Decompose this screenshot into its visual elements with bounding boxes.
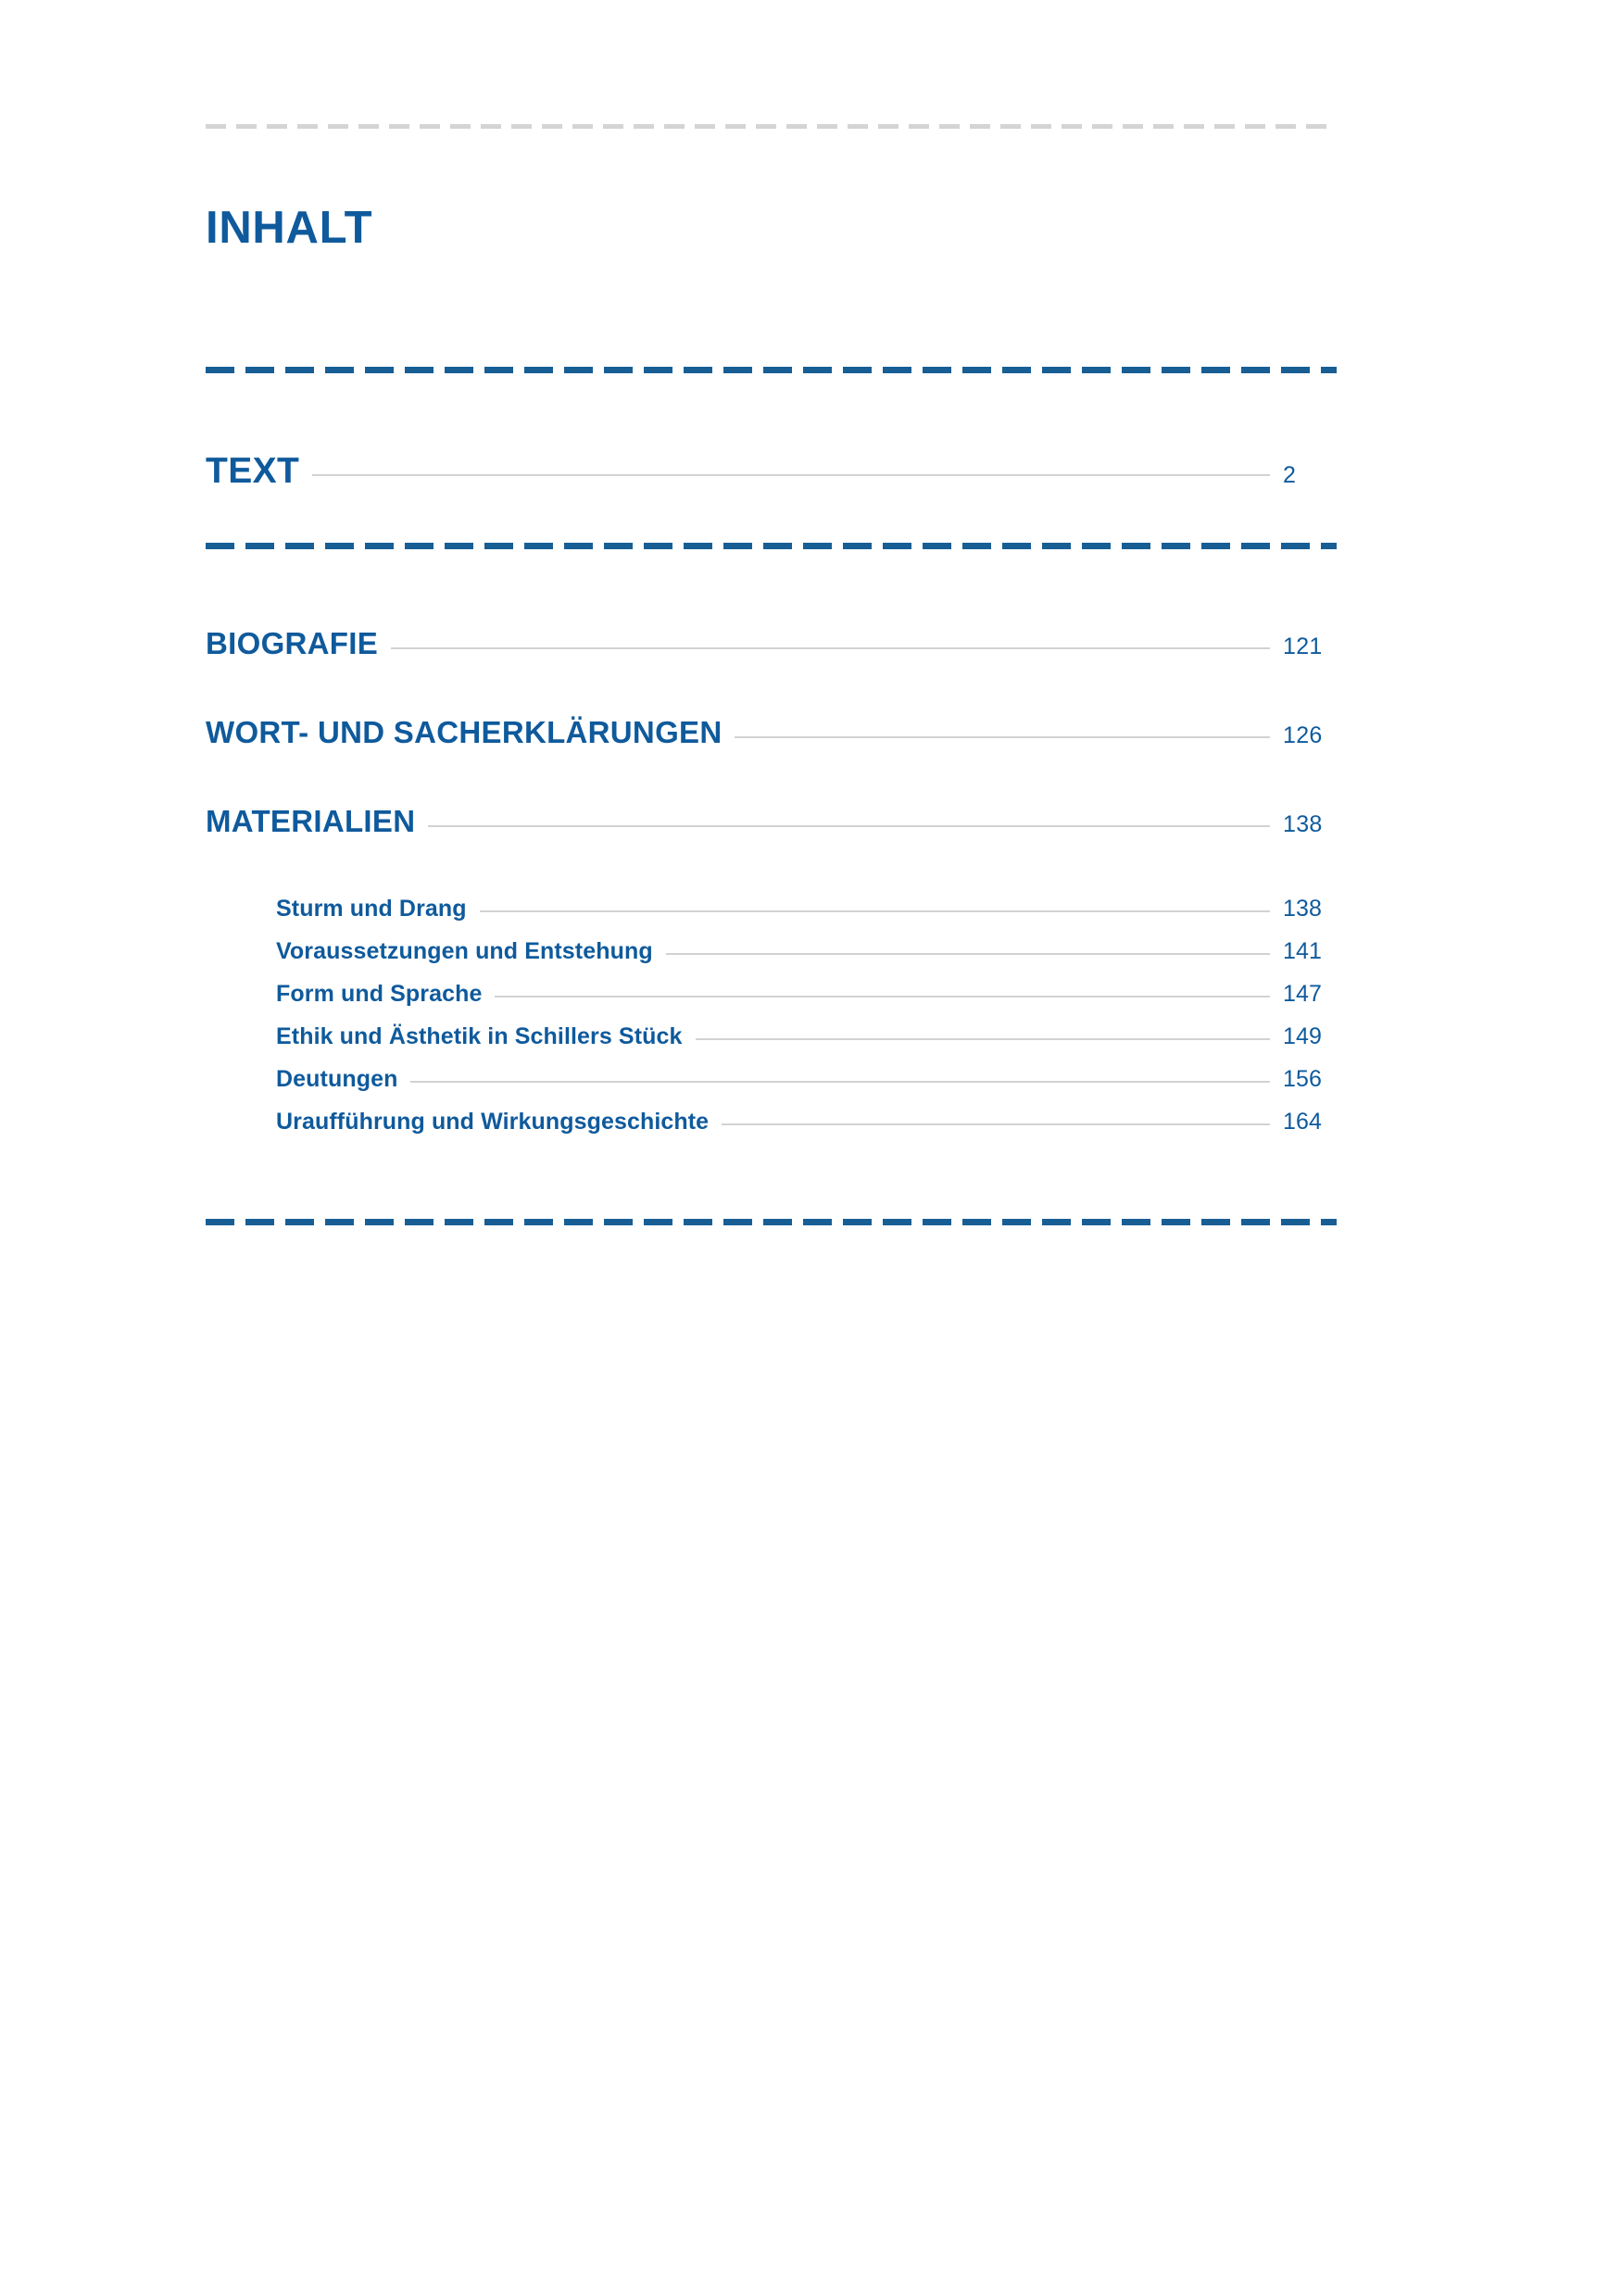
toc-leader-line — [722, 1123, 1270, 1125]
dashed-rule-under-text — [206, 543, 1337, 549]
toc-label-form-und-sprache: Form und Sprache — [276, 981, 483, 1007]
toc-page-voraussetzungen-und-entstehung: 141 — [1283, 938, 1323, 964]
toc-label-text: TEXT — [206, 451, 300, 491]
toc-row-text[interactable] — [206, 451, 1337, 492]
toc-row-ethik-und-aesthetik[interactable] — [276, 1023, 1337, 1050]
toc-label-biografie: BIOGRAFIE — [206, 626, 379, 660]
toc-row-biografie[interactable] — [206, 626, 1337, 661]
toc-leader-line — [428, 825, 1270, 827]
dashed-rule-top — [206, 124, 1337, 129]
dashed-rule-under-title — [206, 367, 1337, 373]
toc-row-urauffuehrung-und-wirkungsgeschichte[interactable] — [276, 1109, 1337, 1135]
toc-row-materialien[interactable] — [206, 804, 1337, 839]
toc-leader-line — [410, 1081, 1270, 1083]
toc-leader-line — [696, 1038, 1270, 1040]
toc-label-urauffuehrung-und-wirkungsgeschichte: Uraufführung und Wirkungsgeschichte — [276, 1109, 710, 1135]
toc-label-materialien: MATERIALIEN — [206, 804, 416, 838]
toc-page-deutungen: 156 — [1283, 1066, 1323, 1092]
toc-page-materialien: 138 — [1283, 811, 1323, 837]
toc-leader-line — [480, 910, 1270, 912]
toc-page-urauffuehrung-und-wirkungsgeschichte: 164 — [1283, 1109, 1323, 1135]
toc-label-sturm-und-drang: Sturm und Drang — [276, 896, 467, 922]
toc-row-form-und-sprache[interactable] — [276, 981, 1337, 1008]
toc-label-ethik-und-aesthetik: Ethik und Ästhetik in Schillers Stück — [276, 1023, 683, 1049]
toc-row-deutungen[interactable] — [276, 1066, 1337, 1093]
toc-row-sturm-und-drang[interactable] — [276, 896, 1337, 922]
toc-page-sturm-und-drang: 138 — [1283, 896, 1323, 922]
toc-leader-line — [735, 736, 1270, 738]
toc-page-wort-und-sacherklaerungen: 126 — [1283, 722, 1323, 748]
toc-leader-line — [391, 647, 1270, 649]
dashed-rule-bottom — [206, 1219, 1337, 1225]
toc-label-wort-und-sacherklaerungen: WORT- UND SACHERKLÄRUNGEN — [206, 715, 723, 749]
page-title: INHALT — [206, 203, 373, 253]
toc-row-wort-und-sacherklaerungen[interactable] — [206, 715, 1337, 750]
toc-leader-line — [495, 996, 1270, 997]
toc-page-ethik-und-aesthetik: 149 — [1283, 1023, 1323, 1049]
toc-label-deutungen: Deutungen — [276, 1066, 398, 1092]
toc-leader-line — [312, 474, 1270, 476]
toc-label-voraussetzungen-und-entstehung: Voraussetzungen und Entstehung — [276, 938, 653, 964]
toc-row-voraussetzungen-und-entstehung[interactable] — [276, 938, 1337, 965]
toc-page-form-und-sprache: 147 — [1283, 981, 1323, 1007]
toc-page-text: 2 — [1283, 462, 1297, 488]
toc-leader-line — [666, 953, 1270, 955]
toc-page-biografie: 121 — [1283, 634, 1323, 659]
